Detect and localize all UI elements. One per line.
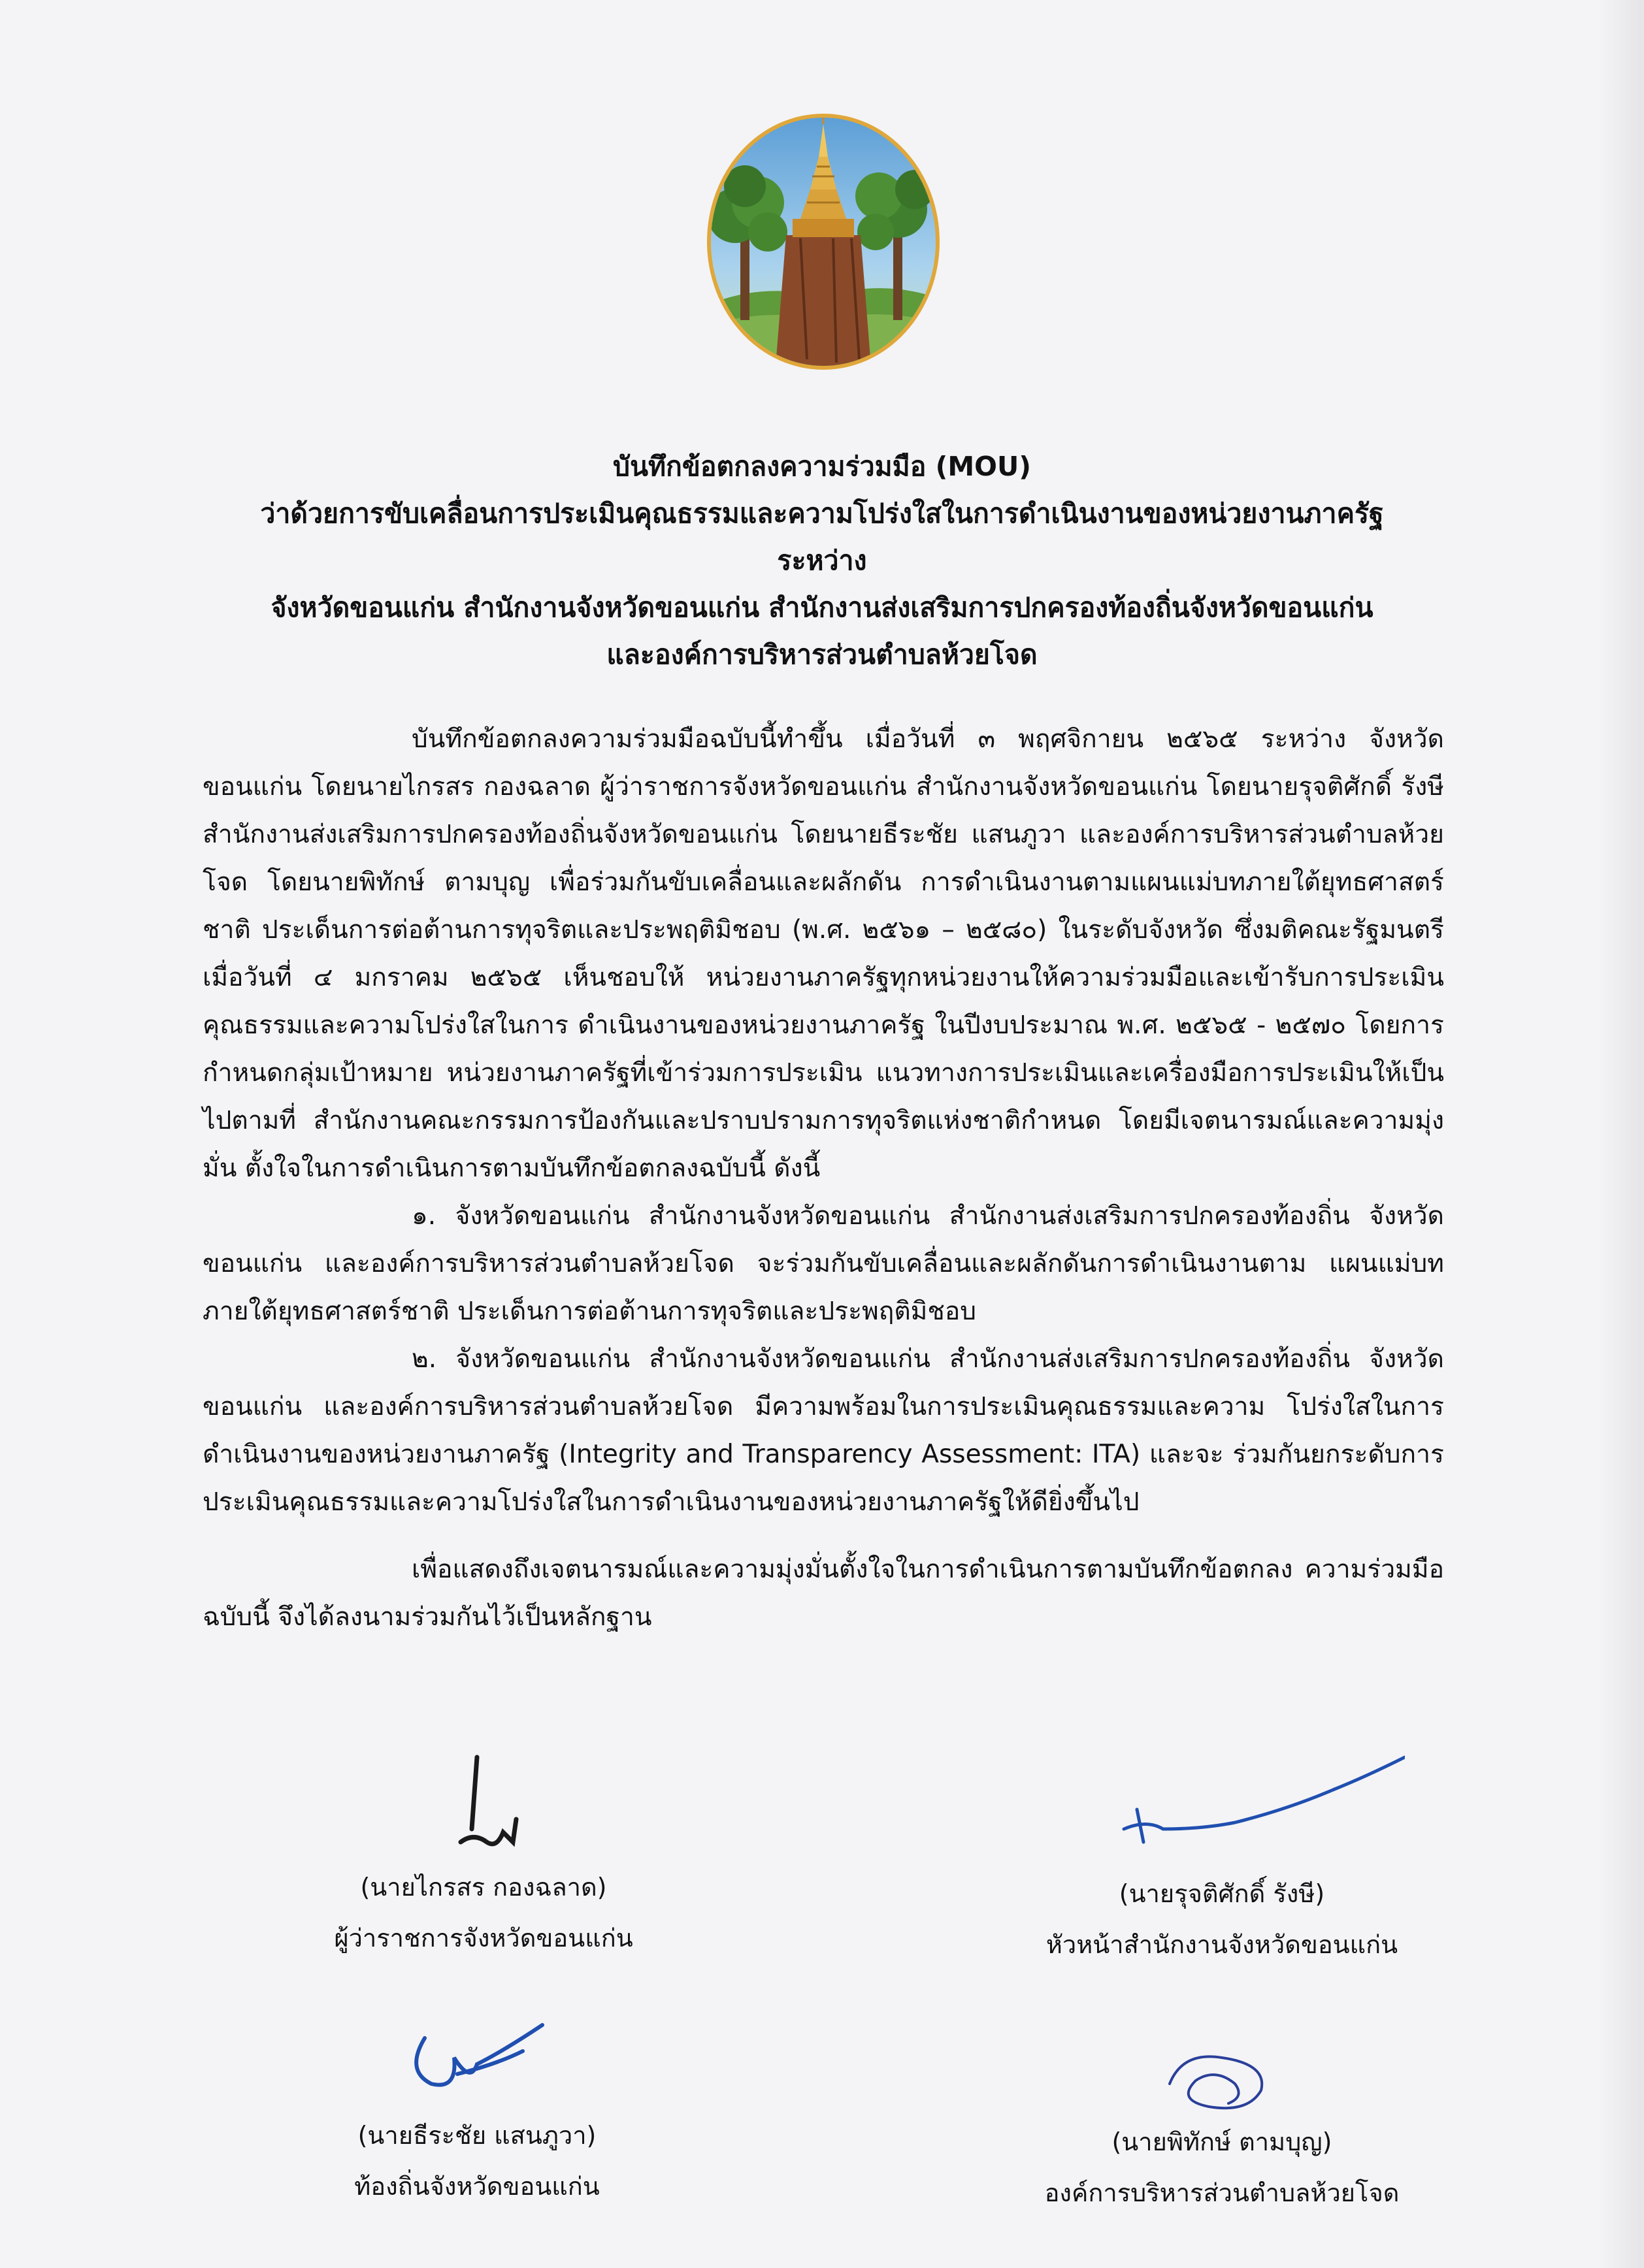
header-subject: ว่าด้วยการขับเคลื่อนการประเมินคุณธรรมและความโปร่งใสในการดำเนินงานของหน่วยงานภาครัฐ <box>260 498 1384 529</box>
handwritten-signature-office-head <box>1039 1731 1405 1868</box>
header-between: ระหว่าง <box>777 545 867 576</box>
handwritten-signature-tao-chief <box>1130 2045 1313 2116</box>
document-body <box>203 715 1444 1641</box>
signatory-title: ท้องถิ่นจังหวัดขอนแก่น <box>354 2172 600 2201</box>
clause-2: ๒. จังหวัดขอนแก่น สำนักงานจังหวัดขอนแก่น สำนักงานส่งเสริมการปกครองท้องถิ่น จังหวัดขอนแก่น และองค์การบริหารส่วนตำบลห้วยโจด มีความพร้อมในการประเมินคุณธรรมและความ โปร่งใสในการดำเนินงานของหน่วยงานภาครัฐ (Integrity and Transparency Assessment: ITA) และจะ ร่วมกันยกระดับการประเมินคุณธรรมและความโปร่งใสในการดำเนินงานของหน่วยงานภาครัฐให้ดียิ่งขึ้นไป <box>203 1344 1444 1517</box>
signatory-name: (นายรุจติศักดิ์ รังษี) <box>1119 1879 1325 1908</box>
header-parties-cont: และองค์การบริหารส่วนตำบลห้วยโจด <box>606 639 1038 670</box>
handwritten-signature-governor <box>399 1751 568 1862</box>
signature-block-tao-chief <box>961 2045 1483 2218</box>
page-edge-shadow <box>1598 0 1644 2268</box>
header-title: บันทึกข้อตกลงความร่วมมือ (MOU) <box>612 451 1032 482</box>
clause-1: ๑. จังหวัดขอนแก่น สำนักงานจังหวัดขอนแก่น สำนักงานส่งเสริมการปกครองท้องถิ่น จังหวัดขอนแก่น และองค์การบริหารส่วนตำบลห้วยโจด จะร่วมกันขับเคลื่อนและผลักดันการดำเนินงานตาม แผนแม่บทภายใต้ยุทธศาสตร์ชาติ ประเด็นการต่อต้านการทุจริตและประพฤติมิชอบ <box>203 1201 1444 1326</box>
intro-paragraph: บันทึกข้อตกลงความร่วมมือฉบับนี้ทำขึ้น เมื่อวันที่ ๓ พฤศจิกายน ๒๕๖๕ ระหว่าง จังหวัดขอนแก่น โดยนายไกรสร กองฉลาด ผู้ว่าราชการจังหวัดขอนแก่น สำนักงานจังหวัดขอนแก่น โดยนายรุจติศักดิ์ รังษี สำนักงานส่งเสริมการปกครองท้องถิ่นจังหวัดขอนแก่น โดยนายธีระชัย แสนภูวา และองค์การบริหารส่วนตำบลห้วยโจด โดยนายพิทักษ์ ตามบุญ เพื่อร่วมกันขับเคลื่อนและผลักดัน การดำเนินงานตามแผนแม่บทภายใต้ยุทธศาสตร์ชาติ ประเด็นการต่อต้านการทุจริตและประพฤติมิชอบ (พ.ศ. ๒๕๖๑ – ๒๕๘๐) ในระดับจังหวัด ซึ่งมติคณะรัฐมนตรีเมื่อวันที่ ๔ มกราคม ๒๕๖๕ เห็นชอบให้ หน่วยงานภาครัฐทุกหน่วยงานให้ความร่วมมือและเข้ารับการประเมินคุณธรรมและความโปร่งใสในการ ดำเนินงานของหน่วยงานภาครัฐ ในปีงบประมาณ พ.ศ. ๒๕๖๕ - ๒๕๗๐ โดยการกำหนดกลุ่มเป้าหมาย หน่วยงานภาครัฐที่เข้าร่วมการประเมิน แนวทางการประเมินและเครื่องมือการประเมินให้เป็นไปตามที่ สำนักงานคณะกรรมการป้องกันและปราบปรามการทุจริตแห่งชาติกำหนด โดยมีเจตนารมณ์และความมุ่งมั่น ตั้งใจในการดำเนินการตามบันทึกข้อตกลงฉบับนี้ ดังนี้ <box>203 724 1444 1183</box>
closing-paragraph: เพื่อแสดงถึงเจตนารมณ์และความมุ่งมั่นตั้งใจในการดำเนินการตามบันทึกข้อตกลง ความร่วมมือฉบับนี้ จึงได้ลงนามร่วมกันไว้เป็นหลักฐาน <box>203 1555 1444 1632</box>
provincial-seal-emblem <box>702 111 944 372</box>
signatory-name: (นายไกรสร กองฉลาด) <box>360 1873 607 1902</box>
signature-block-office-head <box>961 1731 1483 1970</box>
handwritten-signature-local-admin <box>379 2012 575 2110</box>
document-header <box>118 443 1526 678</box>
signatory-title: องค์การบริหารส่วนตำบลห้วยโจด <box>1044 2179 1400 2207</box>
signatory-name: (นายธีระชัย แสนภูวา) <box>357 2121 597 2150</box>
signatory-title: ผู้ว่าราชการจังหวัดขอนแก่น <box>334 1924 633 1952</box>
signatory-title: หัวหน้าสำนักงานจังหวัดขอนแก่น <box>1045 1930 1398 1959</box>
signatory-name: (นายพิทักษ์ ตามบุญ) <box>1111 2128 1332 2156</box>
header-parties: จังหวัดขอนแก่น สำนักงานจังหวัดขอนแก่น สำนักงานส่งเสริมการปกครองท้องถิ่นจังหวัดขอนแก่น <box>271 592 1373 623</box>
signature-block-local-admin <box>216 2012 738 2212</box>
signature-block-governor <box>222 1751 745 1964</box>
